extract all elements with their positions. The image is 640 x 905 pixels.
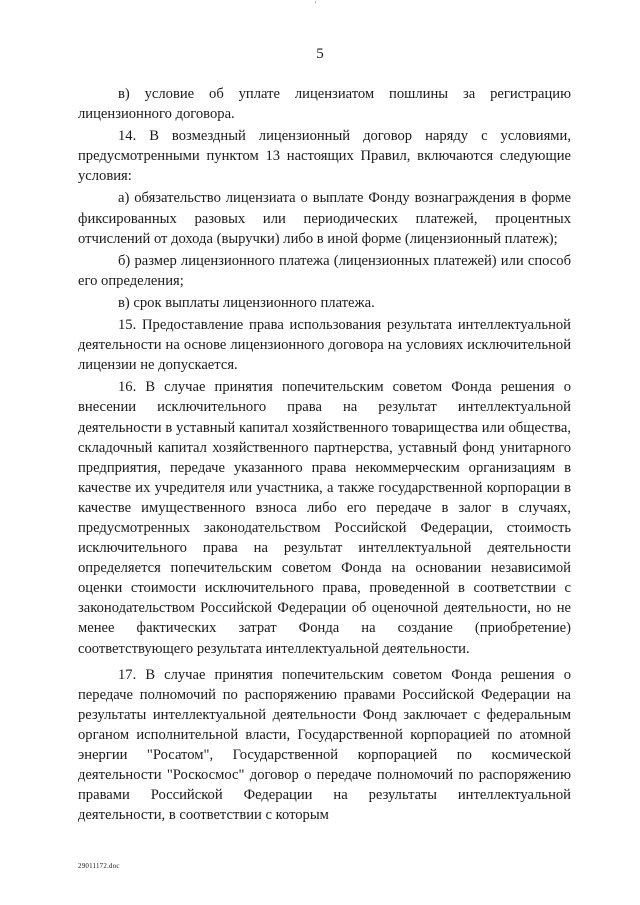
paragraph-17: 17. В случае принятия попечительским советом Фонда решения о передаче полномочий по распоряжению правами Российской Федерации на результаты интеллектуальной деятельности Фонд заключает с федеральным органом исполнительной власти, Государственной корпорацией по атомной энергии "Росатом", Государственной корпорацией по космической деятельности "Роскосмос" договор о передаче полномочий по распоряжению правами Российской Федерации на результаты интеллектуальной деятельности, в соответствии с которым bbox=[78, 666, 571, 824]
paragraph-14-a: а) обязательство лицензиата о выплате Фонду вознаграждения в форме фиксированных разовых или периодических платежей, процентных отчислений от дохода (выручки) либо в иной форме (лицензионный платеж); bbox=[78, 190, 571, 247]
paragraph-16: 16. В случае принятия попечительским советом Фонда решения о внесении исключительного права на результат интеллектуальной деятельности в уставный капитал хозяйственного товарищества или общества, складочный капитал хозяйственного партнерства, уставный фонд унитарного предприятия, передаче указанного права некоммерческим организациям в качестве их учредителя или участника, а также государственной корпорации в качестве имущественного взноса либо его передаче в залог в случаях, предусмотренных законодательством Российской Федерации, стоимость исключительного права на результат интеллектуальной деятельности определяется попечительским советом Фонда на основании независимой оценки стоимости исключительного права, проведенной в соответствии с законодательством Российской Федерации об оценочной деятельности, но не менее фактических затрат Фонда на создание (приобретение) соответствующего результата интеллектуальной деятельности. bbox=[78, 379, 571, 657]
paragraph-14: 14. В возмездный лицензионный договор наряду с условиями, предусмотренными пунктом 13 настоящих Правил, включаются следующие условия: bbox=[78, 128, 571, 185]
paragraph-15: 15. Предоставление права использования результата интеллектуальной деятельности на основе лицензионного договора на условиях исключительной лицензии не допускается. bbox=[78, 317, 571, 374]
page-number: 5 bbox=[316, 46, 324, 62]
document-id-footer: 29011172.doc bbox=[78, 862, 120, 870]
paragraph-v-condition: в) условие об уплате лицензиатом пошлины за регистрацию лицензионного договора. bbox=[78, 86, 571, 123]
paragraph-14-b: б) размер лицензионного платежа (лицензионных платежей) или способ его определения; bbox=[78, 252, 571, 289]
document-body bbox=[78, 84, 571, 827]
top-mark: ' bbox=[315, 0, 317, 9]
paragraph-14-v: в) срок выплаты лицензионного платежа. bbox=[118, 294, 375, 311]
